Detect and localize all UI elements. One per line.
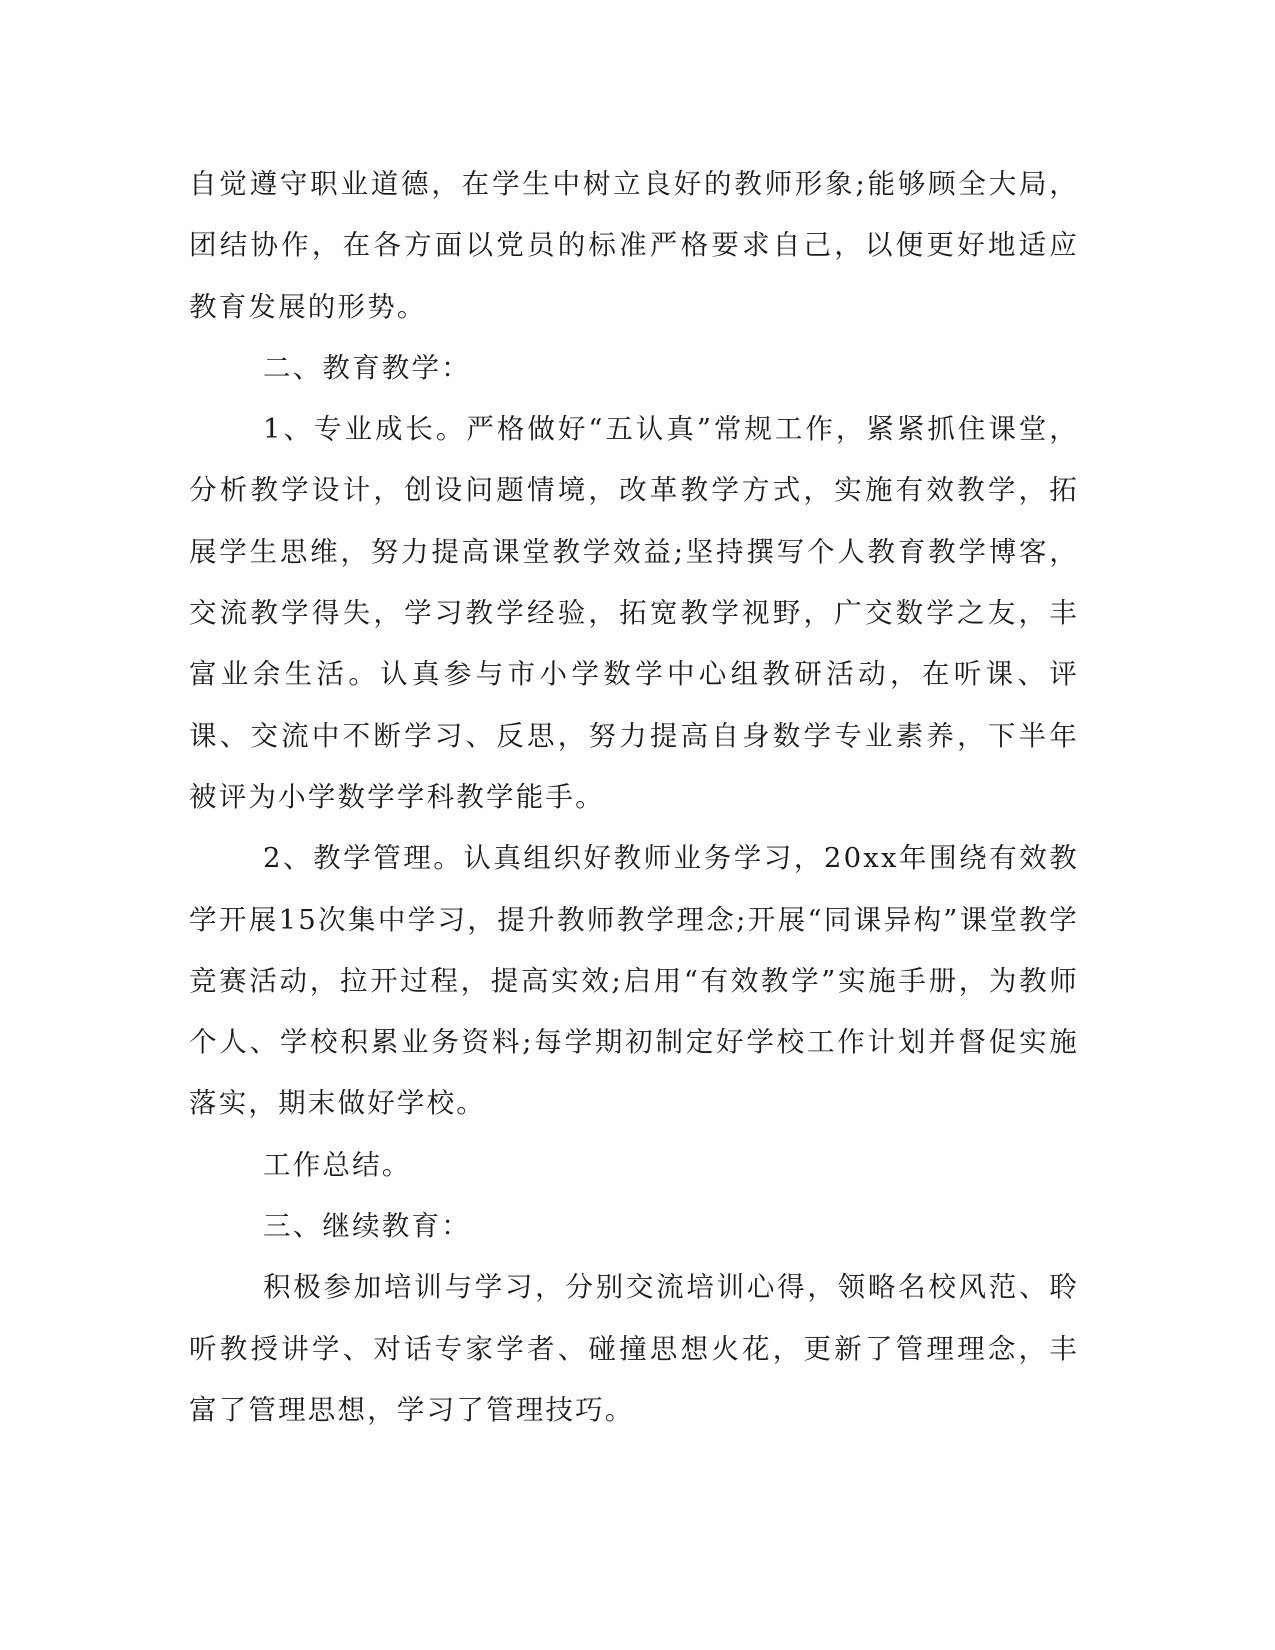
paragraph-professional-growth: 1、专业成长。严格做好“五认真”常规工作，紧紧抓住课堂，分析教学设计，创设问题情境，改革教学方式，实施有效教学，拓展学生思维，努力提高课堂教学效益;坚持撰写个人教育教学博客，交流教学得失，学习教学经验，拓宽教学视野，广交数学之友，丰富业余生活。认真参与市小学数学中心组教研活动，在听课、评课、交流中不断学习、反思，努力提高自身数学专业素养，下半年被评为小学数学学科教学能手。 xyxy=(189,413,1079,813)
paragraph-intro: 自觉遵守职业道德，在学生中树立良好的教师形象;能够顾全大局，团结协作，在各方面以党员的标准严格要求自己，以便更好地适应教育发展的形势。 xyxy=(189,168,1079,323)
paragraph-work-summary: 工作总结。 xyxy=(263,1148,412,1181)
heading-continuing-education: 三、继续教育： xyxy=(263,1210,471,1243)
document-body xyxy=(189,154,1079,1441)
paragraph-teaching-management: 2、教学管理。认真组织好教师业务学习，20xx年围绕有效教学开展15次集中学习，提升教师教学理念;开展“同课异构”课堂教学竞赛活动，拉开过程，提高实效;启用“有效教学”实施手册，为教师个人、学校积累业务资料;每学期初制定好学校工作计划并督促实施落实，期末做好学校。 xyxy=(189,842,1079,1120)
paragraph-training: 积极参加培训与学习，分别交流培训心得，领略名校风范、聆听教授讲学、对话专家学者、碰撞思想火花，更新了管理理念，丰富了管理思想，学习了管理技巧。 xyxy=(189,1271,1079,1426)
heading-education-teaching: 二、教育教学： xyxy=(263,351,471,384)
